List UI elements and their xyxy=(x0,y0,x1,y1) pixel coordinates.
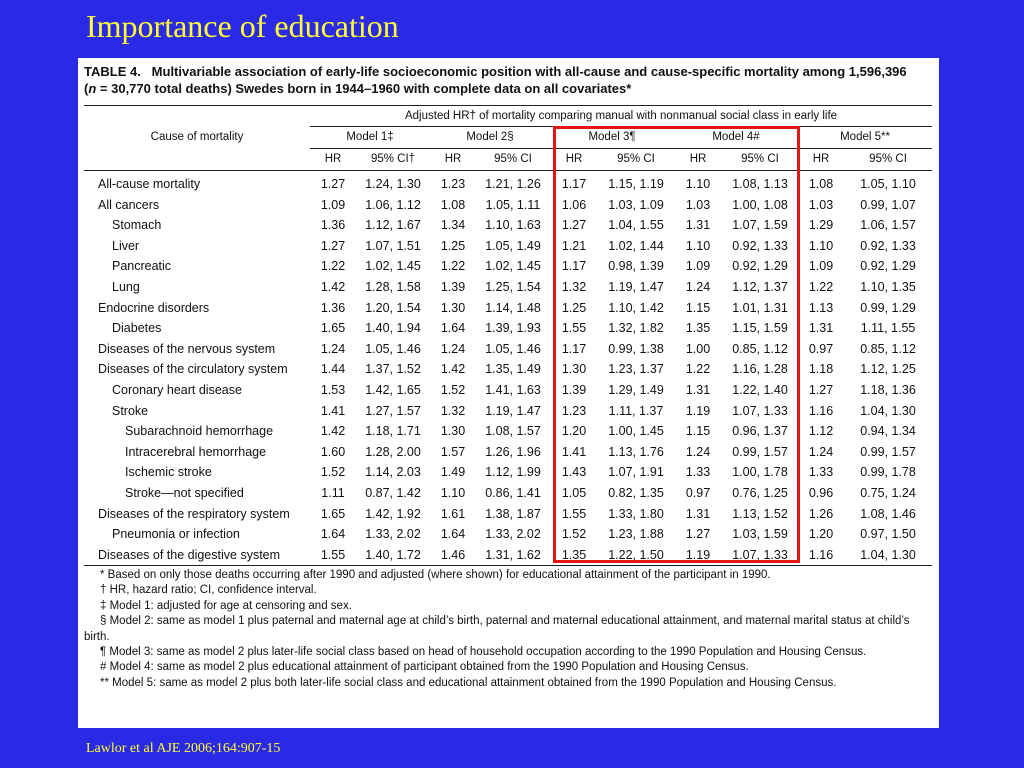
ci-header: 95% CI xyxy=(722,149,798,171)
ci-cell: 1.05, 1.46 xyxy=(365,341,421,356)
table-panel xyxy=(78,58,939,728)
ci-cell: 1.07, 1.33 xyxy=(722,545,798,566)
table-row xyxy=(84,171,932,195)
footnote: † HR, hazard ratio; CI, confidence interval. xyxy=(100,584,317,597)
hr-cell: 1.08 xyxy=(808,177,834,191)
ci-cell: 0.99, 1.57 xyxy=(860,444,916,459)
hr-cell: 1.42 xyxy=(440,362,466,377)
ci-cell: 1.21, 1.26 xyxy=(485,177,541,191)
table-row xyxy=(84,401,932,422)
hr-cell: 1.52 xyxy=(561,527,587,542)
ci-cell: 1.02, 1.45 xyxy=(365,259,421,274)
stub-header: Cause of mortality xyxy=(150,131,244,143)
hr-header: HR xyxy=(430,149,476,171)
ci-cell: 1.03, 1.09 xyxy=(608,197,664,212)
hr-cell: 1.39 xyxy=(440,279,466,294)
hr-cell: 1.36 xyxy=(320,300,346,315)
ci-cell: 1.25, 1.54 xyxy=(485,279,541,294)
cause-cell: Lung xyxy=(112,279,140,294)
hr-cell: 1.44 xyxy=(320,362,346,377)
hr-cell: 1.42 xyxy=(320,279,346,294)
table-row xyxy=(84,298,932,319)
ci-cell: 1.33, 2.02 xyxy=(365,527,421,542)
model-2-header: Model 2§ xyxy=(430,127,550,149)
table-body xyxy=(84,171,932,566)
cause-cell: All cancers xyxy=(98,197,160,212)
ci-cell: 1.00, 1.78 xyxy=(732,465,788,480)
hr-cell: 1.25 xyxy=(561,300,587,315)
cause-cell: Stroke—not specified xyxy=(125,485,244,500)
ci-cell: 0.85, 1.12 xyxy=(732,341,788,356)
hr-header: HR xyxy=(674,149,722,171)
hr-header: HR xyxy=(798,149,844,171)
ci-cell: 0.85, 1.12 xyxy=(860,341,916,356)
cause-cell: Intracerebral hemorrhage xyxy=(125,444,267,459)
hr-cell: 1.43 xyxy=(561,465,587,480)
ci-cell: 1.10, 1.35 xyxy=(860,279,916,294)
ci-cell: 1.14, 1.48 xyxy=(485,300,541,315)
cause-cell: Diabetes xyxy=(112,321,162,336)
slide-title: Importance of education xyxy=(86,8,399,44)
ci-cell: 1.10, 1.63 xyxy=(485,218,541,233)
ci-cell: 0.99, 1.29 xyxy=(860,300,916,315)
footnote: § Model 2: same as model 1 plus paternal and maternal age at child’s birth, paternal and maternal educational attainment, and maternal marital status at child’s birth. xyxy=(84,615,910,643)
hr-cell: 1.03 xyxy=(685,197,711,212)
ci-cell: 1.32, 1.82 xyxy=(608,321,664,336)
table-row xyxy=(84,195,932,216)
hr-cell: 1.08 xyxy=(440,197,466,212)
hr-cell: 1.31 xyxy=(685,506,711,521)
hr-cell: 1.30 xyxy=(440,300,466,315)
hr-cell: 1.21 xyxy=(561,238,587,253)
ci-cell: 1.10, 1.42 xyxy=(608,300,664,315)
ci-cell: 1.22, 1.50 xyxy=(598,545,674,566)
hr-cell: 1.35 xyxy=(550,545,598,566)
ci-cell: 1.15, 1.59 xyxy=(732,321,788,336)
model-5-header: Model 5** xyxy=(798,127,932,149)
ci-cell: 1.19, 1.47 xyxy=(485,403,541,418)
hr-cell: 1.22 xyxy=(320,259,346,274)
hr-cell: 1.33 xyxy=(685,465,711,480)
hr-cell: 1.57 xyxy=(440,444,466,459)
ci-cell: 1.42, 1.92 xyxy=(365,506,421,521)
hr-cell: 1.42 xyxy=(320,424,346,439)
hr-cell: 1.24 xyxy=(320,341,346,356)
ci-cell: 0.75, 1.24 xyxy=(860,485,916,500)
table-row xyxy=(84,318,932,339)
table-row xyxy=(84,359,932,380)
hr-cell: 1.16 xyxy=(808,403,834,418)
hr-cell: 0.97 xyxy=(685,485,711,500)
ci-cell: 1.35, 1.49 xyxy=(485,362,541,377)
hr-cell: 1.49 xyxy=(440,465,466,480)
hr-cell: 1.64 xyxy=(440,321,466,336)
hr-cell: 1.60 xyxy=(320,444,346,459)
ci-cell: 1.20, 1.54 xyxy=(365,300,421,315)
mortality-table xyxy=(84,105,932,566)
cause-cell: Liver xyxy=(112,238,140,253)
ci-cell: 1.05, 1.49 xyxy=(485,238,541,253)
hr-cell: 1.18 xyxy=(808,362,834,377)
hr-cell: 1.65 xyxy=(320,506,346,521)
ci-cell: 1.07, 1.59 xyxy=(732,218,788,233)
ci-cell: 1.08, 1.57 xyxy=(485,424,541,439)
hr-cell: 1.17 xyxy=(561,341,587,356)
hr-cell: 1.27 xyxy=(808,382,834,397)
ci-cell: 1.26, 1.96 xyxy=(485,444,541,459)
footnote: # Model 4: same as model 2 plus educational attainment of participant obtained from the 1990 Population and Housing Census. xyxy=(100,661,749,674)
footnote: * Based on only those deaths occurring after 1990 and adjusted (where shown) for educational attainment of the participant in 1990. xyxy=(100,569,771,581)
ci-header: 95% CI xyxy=(476,149,550,171)
cause-cell: Subarachnoid hemorrhage xyxy=(125,424,274,439)
table-row xyxy=(84,339,932,360)
hr-cell: 1.25 xyxy=(440,238,466,253)
ci-cell: 1.11, 1.37 xyxy=(608,403,664,418)
ci-cell: 1.08, 1.46 xyxy=(860,506,916,521)
cause-cell: Stomach xyxy=(112,218,162,233)
hr-cell: 1.26 xyxy=(808,506,834,521)
table-row xyxy=(84,236,932,257)
hr-header: HR xyxy=(310,149,356,171)
hr-cell: 1.09 xyxy=(685,259,711,274)
ci-cell: 1.24, 1.30 xyxy=(365,177,421,191)
hr-cell: 1.24 xyxy=(808,444,834,459)
model-1-header: Model 1‡ xyxy=(310,127,430,149)
ci-cell: 1.14, 2.03 xyxy=(365,465,421,480)
ci-cell: 0.96, 1.37 xyxy=(732,424,788,439)
ci-cell: 1.08, 1.13 xyxy=(732,177,788,191)
table-row xyxy=(84,380,932,401)
ci-cell: 1.38, 1.87 xyxy=(485,506,541,521)
ci-cell: 1.15, 1.19 xyxy=(608,177,664,191)
ci-cell: 1.37, 1.52 xyxy=(365,362,421,377)
ci-cell: 1.28, 2.00 xyxy=(365,444,421,459)
ci-cell: 1.40, 1.72 xyxy=(356,545,430,566)
ci-cell: 1.03, 1.59 xyxy=(732,527,788,542)
ci-cell: 1.13, 1.52 xyxy=(732,506,788,521)
ci-header: 95% CI† xyxy=(356,149,430,171)
ci-cell: 1.41, 1.63 xyxy=(485,382,541,397)
hr-cell: 1.27 xyxy=(561,218,587,233)
ci-cell: 0.92, 1.33 xyxy=(860,238,916,253)
ci-cell: 1.27, 1.57 xyxy=(365,403,421,418)
ci-cell: 1.12, 1.25 xyxy=(860,362,916,377)
ci-cell: 1.00, 1.08 xyxy=(732,197,788,212)
table-label: TABLE 4. xyxy=(84,64,141,79)
hr-cell: 1.20 xyxy=(808,527,834,542)
footnote: ** Model 5: same as model 2 plus both later-life social class and educational attainment obtained from the 1990 Population and Housing Census. xyxy=(100,676,837,689)
ci-cell: 1.04, 1.30 xyxy=(860,403,916,418)
ci-cell: 1.42, 1.65 xyxy=(365,382,421,397)
ci-cell: 0.99, 1.38 xyxy=(608,341,664,356)
ci-cell: 1.02, 1.45 xyxy=(485,259,541,274)
ci-cell: 1.12, 1.37 xyxy=(732,279,788,294)
footnote: ¶ Model 3: same as model 2 plus later-life social class based on head of household occupation according to the 1990 Population and Housing Census. xyxy=(100,646,867,659)
ci-cell: 0.92, 1.33 xyxy=(732,238,788,253)
table-row xyxy=(84,524,932,545)
highlight-box-models-3-4 xyxy=(553,126,800,563)
ci-cell: 0.99, 1.57 xyxy=(732,444,788,459)
ci-cell: 1.05, 1.11 xyxy=(485,197,541,212)
hr-cell: 1.64 xyxy=(320,527,346,542)
cause-cell: Diseases of the circulatory system xyxy=(98,362,288,377)
ci-cell: 1.06, 1.57 xyxy=(860,218,916,233)
ci-cell: 0.82, 1.35 xyxy=(608,485,664,500)
hr-cell: 1.11 xyxy=(321,485,345,500)
caption-line-1: Multivariable association of early-life socioeconomic position with all-cause and cause-specific mortality among 1,596,396 xyxy=(151,64,907,79)
table-row xyxy=(84,483,932,504)
hr-cell: 1.30 xyxy=(561,362,587,377)
ci-cell: 0.94, 1.34 xyxy=(860,424,916,439)
hr-cell: 1.15 xyxy=(685,424,711,439)
hr-cell: 1.03 xyxy=(808,197,834,212)
cause-cell: Diseases of the digestive system xyxy=(84,545,310,566)
cause-cell: Diseases of the respiratory system xyxy=(98,506,290,521)
ci-cell: 1.05, 1.46 xyxy=(485,341,541,356)
ci-cell: 1.12, 1.99 xyxy=(485,465,541,480)
hr-cell: 1.10 xyxy=(808,238,834,253)
ci-cell: 0.99, 1.78 xyxy=(860,465,916,480)
hr-cell: 1.29 xyxy=(808,218,834,233)
hr-cell: 1.31 xyxy=(685,218,711,233)
ci-cell: 0.92, 1.29 xyxy=(860,259,916,274)
hr-cell: 1.09 xyxy=(320,197,346,212)
hr-cell: 1.41 xyxy=(561,444,587,459)
hr-cell: 1.46 xyxy=(430,545,476,566)
model-3-header: Model 3¶ xyxy=(550,127,674,149)
hr-cell: 1.05 xyxy=(561,485,587,500)
model-4-header: Model 4# xyxy=(674,127,798,149)
ci-cell: 0.97, 1.50 xyxy=(860,527,916,542)
cause-cell: Ischemic stroke xyxy=(125,465,212,480)
ci-cell: 1.29, 1.49 xyxy=(608,382,664,397)
hr-cell: 1.27 xyxy=(685,527,711,542)
hr-cell: 1.64 xyxy=(440,527,466,542)
ci-cell: 1.40, 1.94 xyxy=(365,321,421,336)
ci-cell: 1.07, 1.51 xyxy=(365,238,421,253)
ci-cell: 0.87, 1.42 xyxy=(365,485,421,500)
hr-cell: 1.23 xyxy=(440,177,466,191)
ci-cell: 1.33, 2.02 xyxy=(485,527,541,542)
hr-cell: 1.12 xyxy=(808,424,834,439)
table-row xyxy=(84,442,932,463)
ci-cell: 0.86, 1.41 xyxy=(485,485,541,500)
cause-cell: Coronary heart disease xyxy=(112,382,242,397)
ci-cell: 1.11, 1.55 xyxy=(860,321,916,336)
hr-cell: 1.13 xyxy=(808,300,834,315)
ci-cell: 1.07, 1.33 xyxy=(732,403,788,418)
ci-cell: 1.04, 1.55 xyxy=(608,218,664,233)
hr-cell: 1.31 xyxy=(685,382,711,397)
hr-header: HR xyxy=(550,149,598,171)
ci-cell: 1.05, 1.10 xyxy=(860,177,916,191)
cause-cell: Pneumonia or infection xyxy=(112,527,240,542)
table-caption: TABLE 4. Multivariable association of early-life socioeconomic position with all-cause and cause-specific mortality among 1,596,396 (n = 30,770 total deaths) Swedes born in 1944–1960 with complete data on all covariates* xyxy=(84,64,907,96)
hr-cell: 1.10 xyxy=(440,485,466,500)
hr-cell: 1.00 xyxy=(685,341,711,356)
caption-n: n xyxy=(88,81,97,96)
hr-cell: 1.52 xyxy=(320,465,346,480)
table-row xyxy=(84,277,932,298)
hr-cell: 1.16 xyxy=(798,545,844,566)
footnotes xyxy=(84,568,929,691)
hr-cell: 0.96 xyxy=(808,485,834,500)
hr-cell: 1.22 xyxy=(808,279,834,294)
ci-cell: 1.39, 1.93 xyxy=(485,321,541,336)
ci-cell: 1.31, 1.62 xyxy=(476,545,550,566)
hr-cell: 1.27 xyxy=(320,238,346,253)
ci-cell: 1.22, 1.40 xyxy=(732,382,788,397)
cause-cell: Stroke xyxy=(112,403,149,418)
hr-cell: 1.55 xyxy=(561,321,587,336)
hr-cell: 0.97 xyxy=(808,341,834,356)
ci-cell: 1.06, 1.12 xyxy=(365,197,421,212)
hr-cell: 1.10 xyxy=(685,238,711,253)
hr-cell: 1.32 xyxy=(561,279,587,294)
hr-cell: 1.19 xyxy=(674,545,722,566)
hr-cell: 1.22 xyxy=(440,259,466,274)
cause-cell: Endocrine disorders xyxy=(98,300,210,315)
hr-cell: 1.52 xyxy=(440,382,466,397)
ci-cell: 1.23, 1.88 xyxy=(608,527,664,542)
footnote: ‡ Model 1: adjusted for age at censoring and sex. xyxy=(100,599,352,612)
hr-cell: 1.32 xyxy=(440,403,466,418)
source-citation: Lawlor et al AJE 2006;164:907-15 xyxy=(86,741,281,756)
cause-cell: All-cause mortality xyxy=(98,177,201,191)
hr-cell: 1.06 xyxy=(561,197,587,212)
ci-cell: 1.01, 1.31 xyxy=(732,300,788,315)
hr-cell: 1.15 xyxy=(685,300,711,315)
hr-cell: 1.33 xyxy=(808,465,834,480)
ci-cell: 1.28, 1.58 xyxy=(365,279,421,294)
ci-header: 95% CI xyxy=(598,149,674,171)
hr-cell: 1.61 xyxy=(440,506,466,521)
ci-cell: 1.18, 1.71 xyxy=(365,424,421,439)
hr-cell: 1.30 xyxy=(440,424,466,439)
table-row xyxy=(84,215,932,236)
hr-cell: 1.24 xyxy=(685,279,711,294)
spanner-header: Adjusted HR† of mortality comparing manual with nonmanual social class in early life xyxy=(310,106,932,127)
ci-cell: 1.04, 1.30 xyxy=(844,545,932,566)
hr-cell: 1.35 xyxy=(685,321,711,336)
ci-cell: 1.18, 1.36 xyxy=(860,382,916,397)
hr-cell: 1.22 xyxy=(685,362,711,377)
table-row xyxy=(84,256,932,277)
hr-cell: 1.31 xyxy=(808,321,834,336)
hr-cell: 1.39 xyxy=(561,382,587,397)
ci-cell: 1.07, 1.91 xyxy=(608,465,664,480)
caption-line-2: = 30,770 total deaths) Swedes born in 1944–1960 with complete data on all covariates* xyxy=(96,81,632,96)
ci-cell: 1.33, 1.80 xyxy=(608,506,664,521)
hr-cell: 1.55 xyxy=(561,506,587,521)
hr-cell: 1.53 xyxy=(320,382,346,397)
hr-cell: 1.09 xyxy=(808,259,834,274)
table-row xyxy=(84,421,932,442)
cause-cell: Diseases of the nervous system xyxy=(98,341,276,356)
hr-cell: 1.10 xyxy=(685,177,711,191)
hr-cell: 1.36 xyxy=(320,218,346,233)
hr-cell: 1.20 xyxy=(561,424,587,439)
table-row xyxy=(84,545,932,566)
hr-cell: 1.55 xyxy=(310,545,356,566)
table-row xyxy=(84,462,932,483)
hr-cell: 1.17 xyxy=(561,259,587,274)
table-row xyxy=(84,504,932,525)
hr-cell: 1.24 xyxy=(440,341,466,356)
hr-cell: 1.24 xyxy=(685,444,711,459)
hr-cell: 1.34 xyxy=(440,218,466,233)
ci-cell: 1.02, 1.44 xyxy=(608,238,664,253)
ci-cell: 1.13, 1.76 xyxy=(608,444,664,459)
ci-cell: 1.19, 1.47 xyxy=(608,279,664,294)
ci-cell: 1.23, 1.37 xyxy=(608,362,664,377)
cause-cell: Pancreatic xyxy=(112,259,172,274)
hr-cell: 1.17 xyxy=(561,177,587,191)
ci-cell: 1.16, 1.28 xyxy=(732,362,788,377)
ci-cell: 0.99, 1.07 xyxy=(860,197,916,212)
hr-cell: 1.41 xyxy=(320,403,346,418)
ci-cell: 0.76, 1.25 xyxy=(732,485,788,500)
hr-cell: 1.23 xyxy=(561,403,587,418)
hr-cell: 1.19 xyxy=(685,403,711,418)
ci-cell: 0.92, 1.29 xyxy=(732,259,788,274)
ci-header: 95% CI xyxy=(844,149,932,171)
ci-cell: 0.98, 1.39 xyxy=(608,259,664,274)
ci-cell: 1.12, 1.67 xyxy=(365,218,421,233)
hr-cell: 1.65 xyxy=(320,321,346,336)
hr-cell: 1.27 xyxy=(320,177,346,191)
ci-cell: 1.00, 1.45 xyxy=(608,424,664,439)
